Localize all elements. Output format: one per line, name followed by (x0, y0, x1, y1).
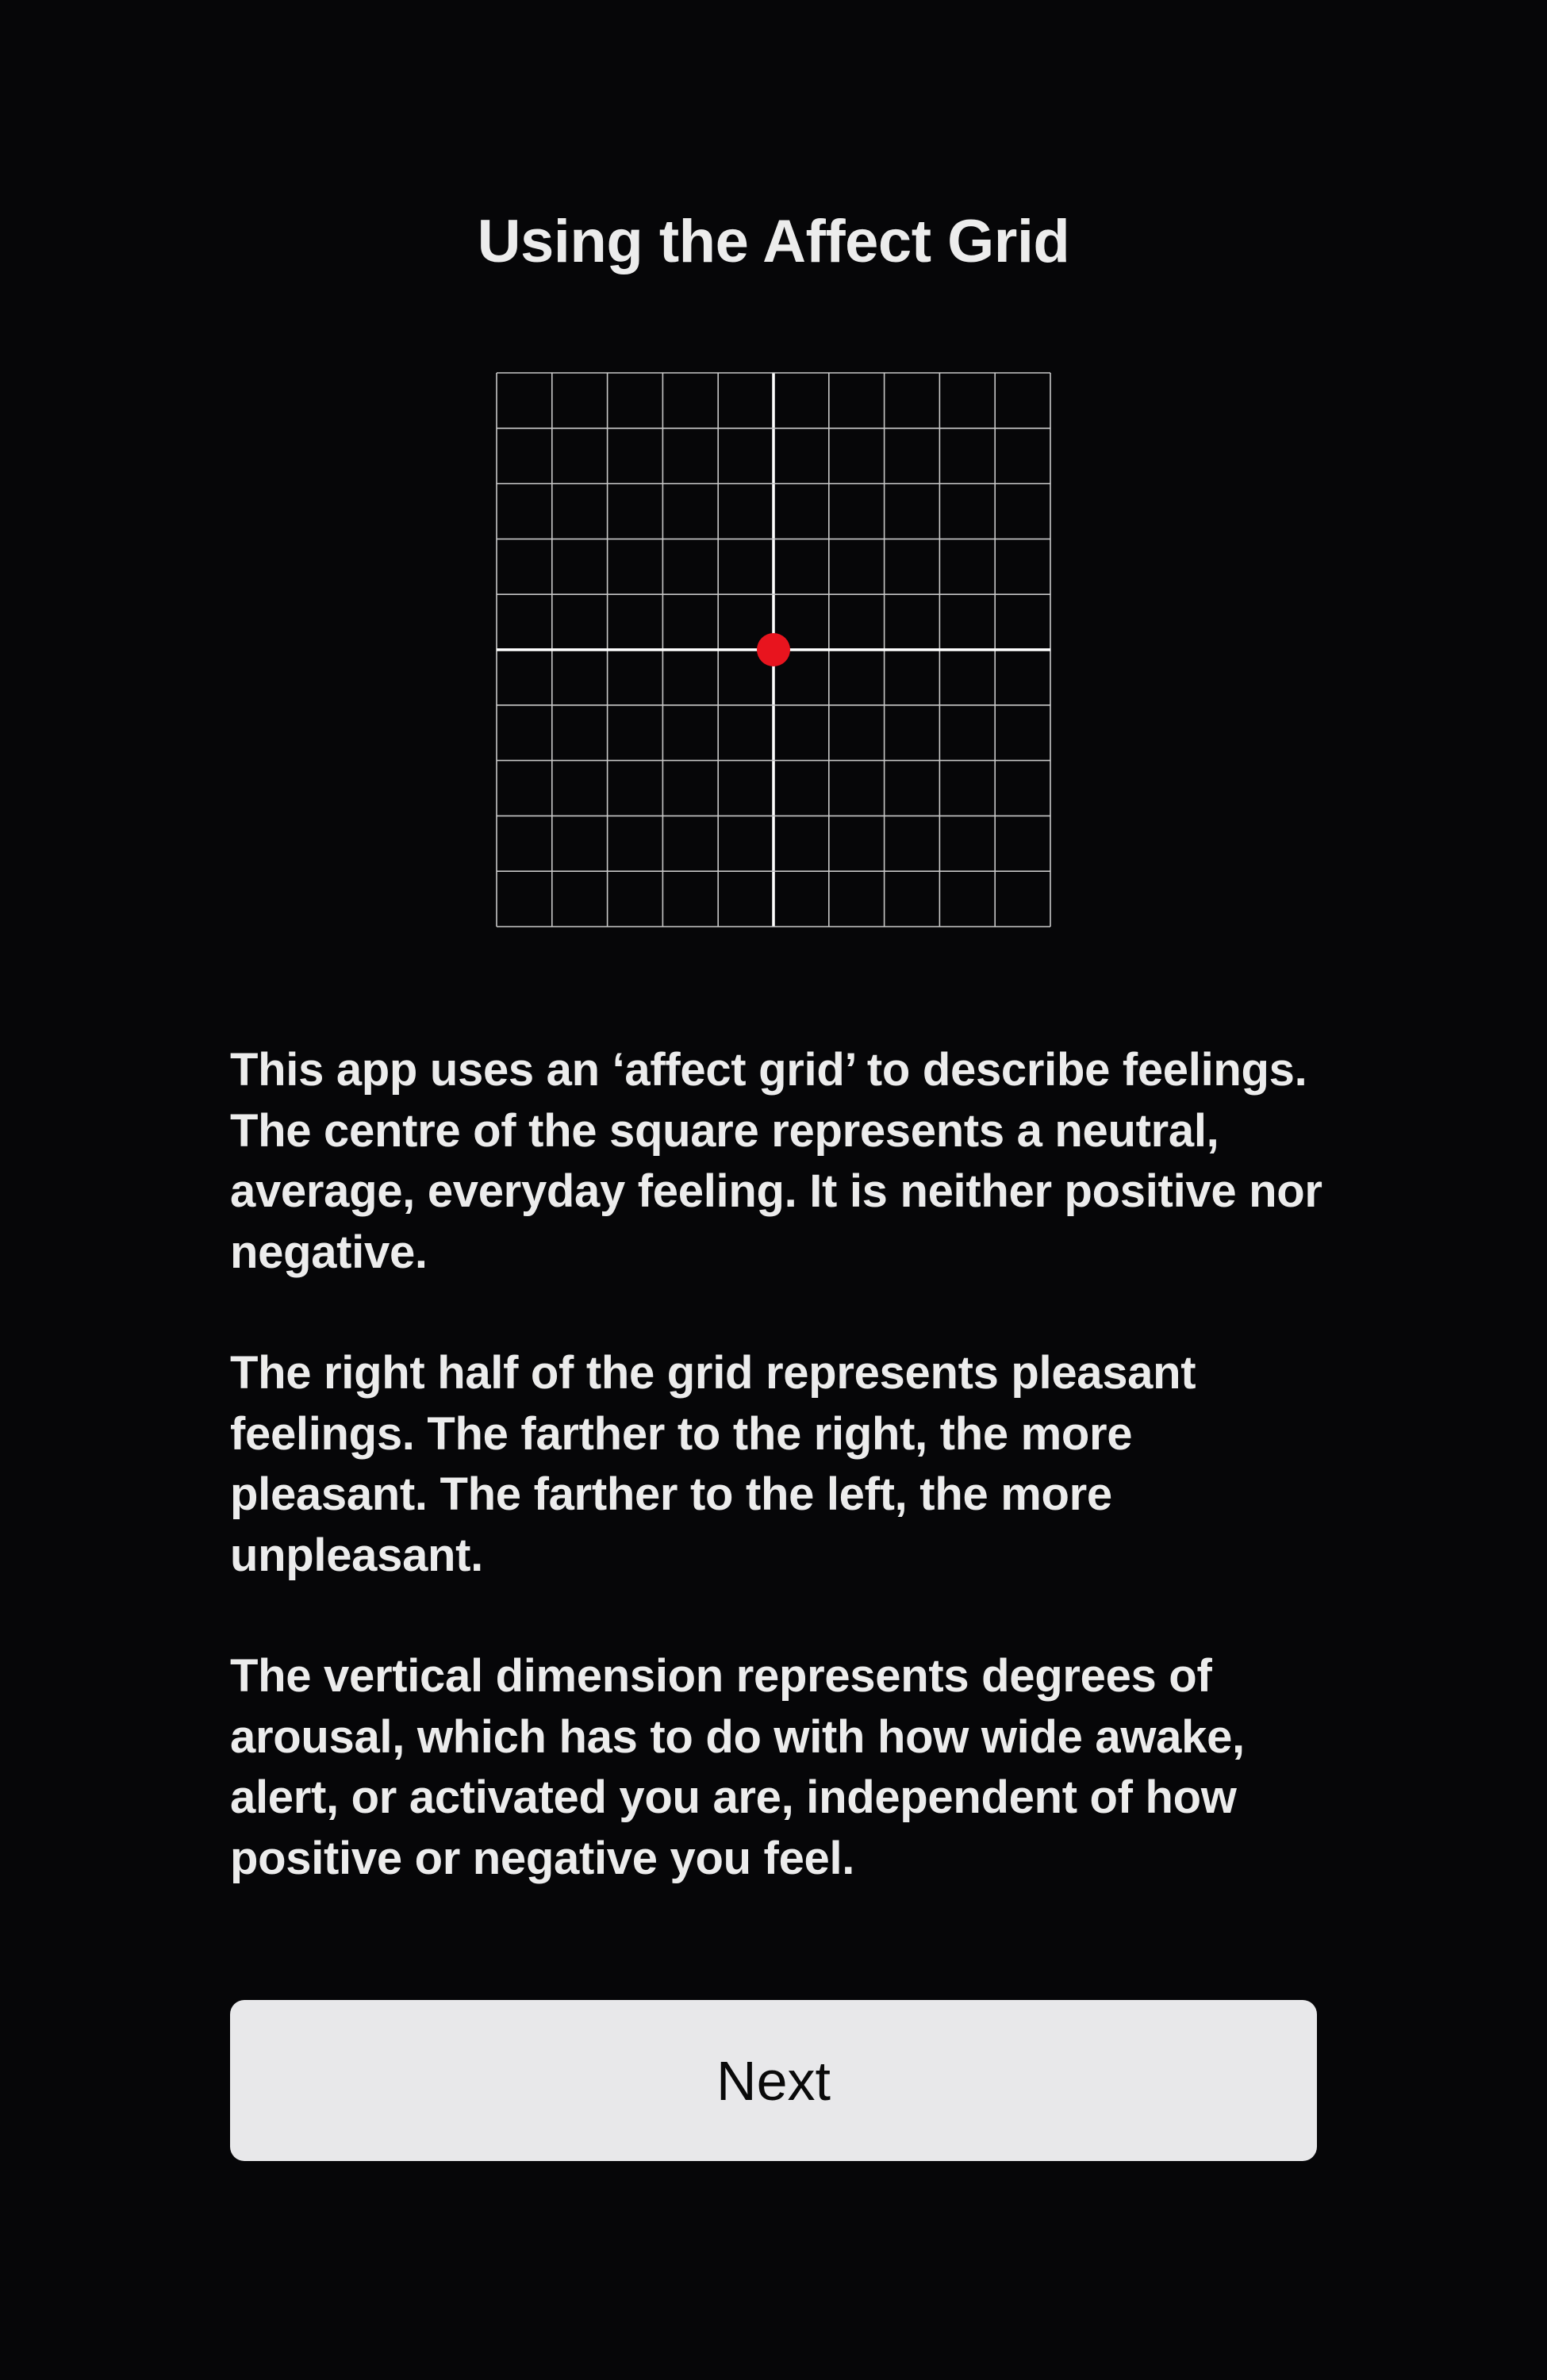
instruction-paragraph-3: The vertical dimension represents degrees of arousal, which has to do with how wide awake, alert, or activated you are, independent of how positive or negative you feel. (230, 1650, 1245, 1884)
affect-grid[interactable] (496, 372, 1051, 927)
instruction-paragraph-2: The right half of the grid represents pleasant feelings. The farther to the right, the more pleasant. The farther to the left, the more unpleasant. (230, 1347, 1196, 1581)
affect-marker[interactable] (757, 633, 790, 666)
page-title: Using the Affect Grid (477, 208, 1070, 275)
affect-grid-canvas[interactable] (496, 372, 1051, 927)
instruction-paragraph-1: This app uses an ‘affect grid’ to describe feelings. The centre of the square represents a neutral, average, everyday feeling. It is neither positive nor negative. (230, 1044, 1322, 1278)
instructions (230, 1040, 1333, 1949)
next-button[interactable]: Next (230, 2000, 1317, 2161)
